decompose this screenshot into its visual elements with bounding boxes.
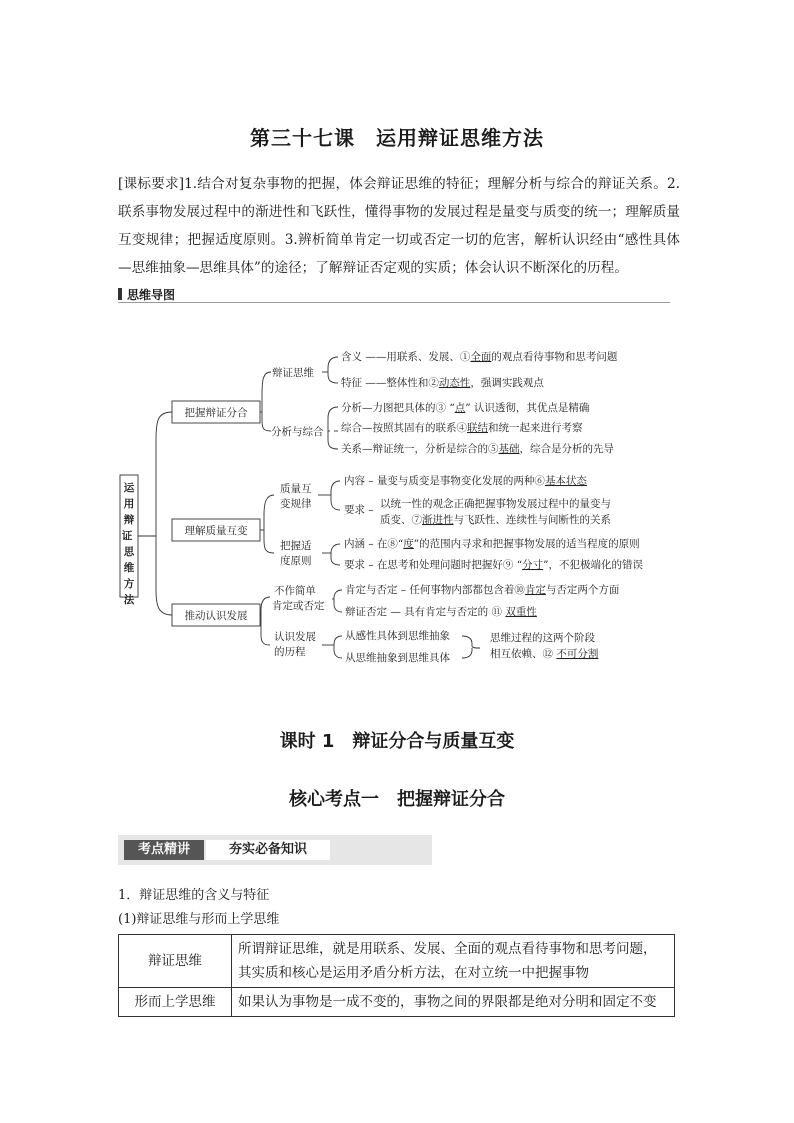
branch-box-3: [172, 604, 260, 626]
mm-branch-1: 把握辩证分合: [184, 407, 248, 419]
branch-box-1: [172, 401, 260, 423]
mm-b3-s1-leaf2: 辩证否定 — 具有肯定与否定的 ⑪ 双重性: [345, 606, 537, 618]
point-subheading: (1)辩证思维与形而上学思维: [118, 912, 280, 927]
mm-b3-s2-leaf2: 从思维抽象到思维具体: [345, 652, 450, 664]
section-label: 思维导图: [127, 288, 176, 302]
mm-b1-s2-leaf3: 关系—辩证统一，分析是综合的⑤基础，综合是分析的先导: [341, 443, 614, 455]
table-row: [119, 988, 675, 1017]
banner-label-secondary: 夯实必备知识: [206, 840, 330, 860]
mm-b3-s1-leaf1: 肯定与否定 – 任何事物内部都包含着⑩肯定与否定两个方面: [345, 584, 620, 596]
branch-box-2: [172, 519, 260, 541]
lesson-title: 课时 1 辩证分合与质量互变: [279, 731, 515, 752]
section-marker-icon: [118, 288, 122, 300]
point-heading: 1．辩证思维的含义与特征: [118, 888, 270, 903]
mm-b3-sub1-a: 不作简单: [274, 585, 316, 597]
mm-branch-2: 理解质量互变: [184, 525, 248, 537]
table-cell-body: 所谓辩证思维，就是用联系、发展、全面的观点看待事物和思考问题，其实质和核心是运用矛盾分析方法，在对立统一中把握事物: [232, 935, 675, 988]
mm-b2-s1-leaf1: 内容 – 量变与质变是事物变化发展的两种⑥基本状态: [344, 475, 587, 487]
mm-b2-sub1-b: 变规律: [280, 498, 312, 510]
mm-b2-s1-leaf2-line2: 质变、⑦渐进性与飞跃性、连续性与间断性的关系: [380, 514, 611, 526]
mm-branch-3: 推动认识发展: [184, 610, 248, 622]
table-cell-head: 辩证思维: [119, 935, 232, 988]
curriculum-requirements: [课标要求]1.结合对复杂事物的把握，体会辩证思维的特征；理解分析与综合的辩证关系。2.联系事物发展过程中的渐进性和飞跃性，懂得事物的发展过程是量变与质变的统一；理解质量互变规律；把握适度原则。3.辨析简单肯定一切或否定一切的危害，解析认识经由“感性具体—思维抽象—思维具体”的途径；了解辩证否定观的实质；体会认识不断深化的历程。: [118, 176, 680, 276]
mm-b2-s1-leaf2-line1: 以统一性的观念正确把握事物发展过程中的量变与: [380, 498, 611, 510]
table-row: [119, 935, 675, 988]
mm-b2-s1-leaf2-head: 要求 –: [344, 504, 374, 516]
page-title: 第三十七课 运用辩证思维方法: [250, 126, 544, 150]
mm-b1-sub2: 分析与综合: [271, 426, 324, 438]
table-cell-body: 如果认为事物是一成不变的，事物之间的界限都是绝对分明和固定不变: [232, 988, 675, 1017]
mm-b3-s2-note2: 相互依赖、⑫ 不可分割: [490, 648, 599, 660]
comparison-table: [118, 934, 675, 1017]
key-point-banner: [118, 835, 432, 865]
mm-b2-sub2-b: 度原则: [280, 555, 312, 567]
mm-b1-s2-leaf2: 综合—按照其固有的联系④联结和统一起来进行考察: [341, 422, 583, 434]
table-cell-head: 形而上学思维: [119, 988, 232, 1017]
mm-b1-sub1: 辩证思维: [272, 367, 314, 379]
mm-b2-s2-leaf2: 要求 – 在思考和处理问题时把握好⑨ “分寸”，不犯极端化的错误: [344, 559, 644, 571]
mm-b3-sub2-b: 的历程: [274, 646, 306, 658]
core-point-title: 核心考点一 把握辩证分合: [289, 789, 505, 810]
mm-b2-sub2-a: 把握适: [280, 540, 312, 552]
mm-b3-s2-note1: 思维过程的这两个阶段: [490, 632, 595, 644]
mm-b1-s2-leaf1: 分析—力图把具体的③ “点” 认识透彻，其优点是精确: [341, 402, 590, 414]
mm-b3-sub1-b: 肯定或否定: [272, 600, 325, 612]
mm-b2-s2-leaf1: 内涵 – 在⑧“度”的范围内寻求和把握事物发展的适当程度的原则: [344, 538, 640, 550]
mindmap-section-header: [118, 286, 670, 303]
mm-b3-sub2-a: 认识发展: [274, 631, 316, 643]
mm-b2-sub1-a: 质量互: [280, 483, 312, 495]
mm-b3-s2-leaf1: 从感性具体到思维抽象: [345, 630, 450, 642]
root-box: [120, 475, 138, 597]
mm-b1-s1-leaf1: 含义 ——用联系、发展、①全面的观点看待事物和思考问题: [341, 351, 618, 363]
mm-root: 运用辩证 思维方法: [121, 482, 135, 606]
banner-label-primary: 考点精讲: [124, 840, 204, 860]
mm-b1-s1-leaf2: 特征 ——整体性和②动态性，强调实践观点: [341, 377, 544, 389]
